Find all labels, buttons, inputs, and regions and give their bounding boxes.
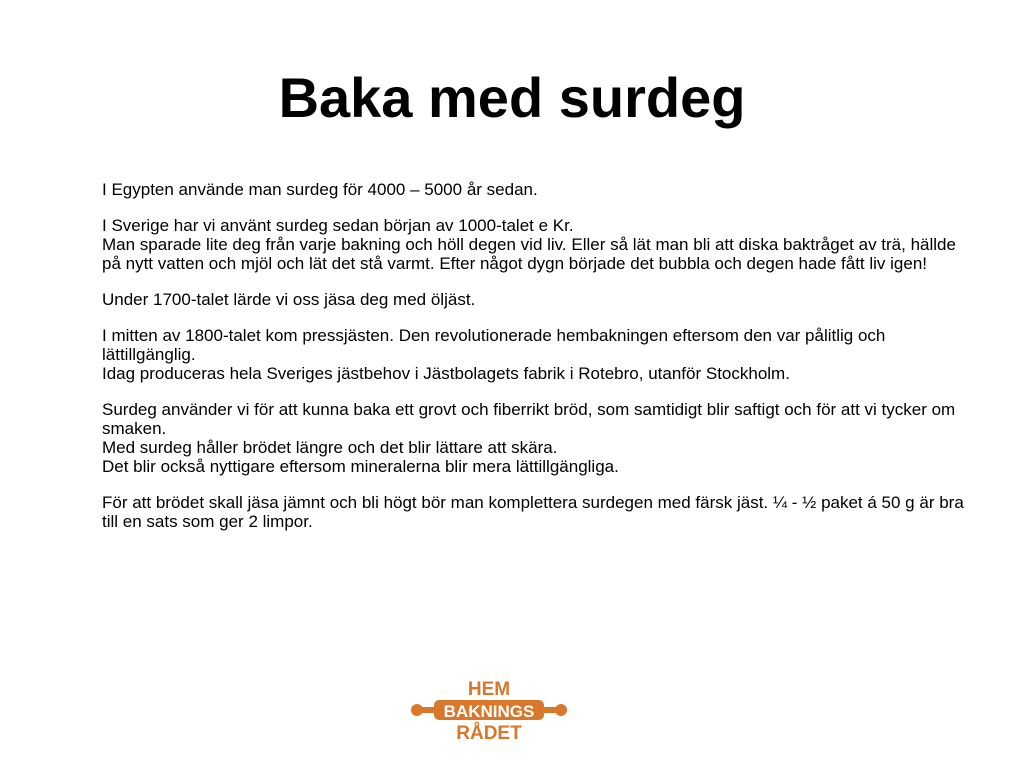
logo-line-baknings: BAKNINGS: [443, 702, 535, 721]
logo-line-radet: RÅDET: [456, 723, 522, 744]
paragraph-keeps-longer: Med surdeg håller brödet längre och det blir lättare att skära.: [102, 438, 558, 457]
paragraph-why-sourdough: Surdeg använder vi för att kunna baka ett grovt och fiberrikt bröd, som samtidigt blir saftigt och för att vi tycker om smaken.: [102, 400, 956, 438]
slide-title: Baka med surdeg: [278, 66, 746, 129]
slide-body: [102, 180, 972, 531]
logo-line-hem: HEM: [467, 679, 511, 700]
paragraph-saving-dough: Man sparade lite deg från varje bakning och höll degen vid liv. Eller så lät man bli att diska baktråget av trä, hällde på nytt vatten och mjöl och lät det stå varmt. Efter något dygn började det bubbla och degen hade fått liv igen!: [102, 235, 956, 273]
paragraph-1700s: Under 1700-talet lärde vi oss jäsa deg med öljäst.: [102, 290, 476, 309]
paragraph-egypt: I Egypten använde man surdeg för 4000 – 5000 år sedan.: [102, 180, 538, 199]
paragraph-today: Idag produceras hela Sveriges jästbehov i Jästbolagets fabrik i Rotebro, utanför Stockholm.: [102, 364, 790, 383]
hembakningsradet-logo: [410, 676, 568, 744]
paragraph-complement-yeast: För att brödet skall jäsa jämnt och bli högt bör man komplettera surdegen med färsk jäst. ¼ - ½ paket á 50 g är bra till en sats som ger 2 limpor.: [102, 493, 964, 531]
paragraph-sweden: I Sverige har vi använt surdeg sedan början av 1000-talet e Kr.: [102, 216, 574, 235]
paragraph-healthier: Det blir också nyttigare eftersom mineralerna blir mera lättillgängliga.: [102, 457, 619, 476]
paragraph-1800s: I mitten av 1800-talet kom pressjästen. Den revolutionerade hembakningen eftersom den var pålitlig och lättillgänglig.: [102, 326, 886, 364]
